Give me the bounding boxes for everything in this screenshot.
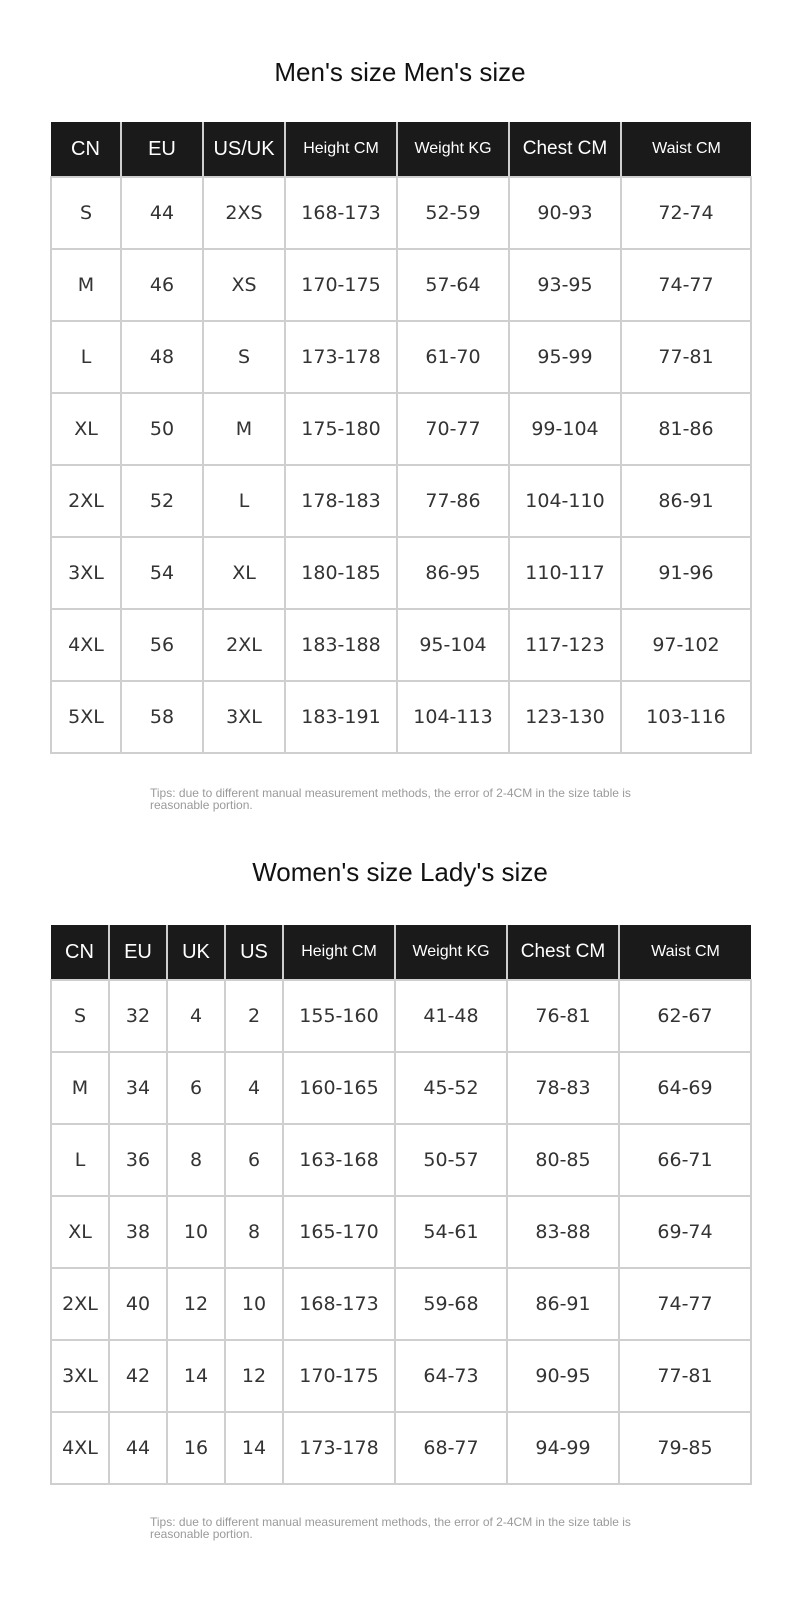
header-waist: Waist CM bbox=[621, 122, 751, 177]
header-us: US bbox=[225, 925, 283, 980]
table-cell: 117-123 bbox=[509, 609, 621, 681]
table-cell: 104-113 bbox=[397, 681, 509, 753]
table-cell: 6 bbox=[225, 1124, 283, 1196]
table-cell: 2XS bbox=[203, 177, 285, 249]
table-cell: 59-68 bbox=[395, 1268, 507, 1340]
table-cell: 14 bbox=[225, 1412, 283, 1484]
table-cell: 163-168 bbox=[283, 1124, 395, 1196]
table-cell: 123-130 bbox=[509, 681, 621, 753]
table-cell: 54 bbox=[121, 537, 203, 609]
header-cn: CN bbox=[51, 925, 109, 980]
table-row bbox=[51, 537, 751, 609]
header-waist: Waist CM bbox=[619, 925, 751, 980]
header-us-uk: US/UK bbox=[203, 122, 285, 177]
table-cell: 16 bbox=[167, 1412, 225, 1484]
table-cell: 170-175 bbox=[283, 1340, 395, 1412]
table-cell: 173-178 bbox=[285, 321, 397, 393]
table-cell: 50 bbox=[121, 393, 203, 465]
table-cell: 69-74 bbox=[619, 1196, 751, 1268]
table-cell: 32 bbox=[109, 980, 167, 1052]
table-cell: 3XL bbox=[203, 681, 285, 753]
table-cell: 178-183 bbox=[285, 465, 397, 537]
table-cell: 3XL bbox=[51, 1340, 109, 1412]
table-cell: S bbox=[51, 177, 121, 249]
table-cell: 78-83 bbox=[507, 1052, 619, 1124]
table-row bbox=[51, 980, 751, 1052]
table-cell: M bbox=[203, 393, 285, 465]
table-row bbox=[51, 1268, 751, 1340]
header-weight: Weight KG bbox=[395, 925, 507, 980]
header-eu: EU bbox=[109, 925, 167, 980]
womens-tips-note: Tips: due to different manual measurement methods, the error of 2-4CM in the size table is reasonable portion. bbox=[150, 1515, 631, 1541]
table-row bbox=[51, 321, 751, 393]
table-cell: 97-102 bbox=[621, 609, 751, 681]
table-cell: 160-165 bbox=[283, 1052, 395, 1124]
table-cell: L bbox=[203, 465, 285, 537]
table-cell: 70-77 bbox=[397, 393, 509, 465]
table-cell: 64-73 bbox=[395, 1340, 507, 1412]
table-cell: 74-77 bbox=[621, 249, 751, 321]
table-cell: 183-188 bbox=[285, 609, 397, 681]
table-cell: 83-88 bbox=[507, 1196, 619, 1268]
table-cell: 52 bbox=[121, 465, 203, 537]
header-height: Height CM bbox=[285, 122, 397, 177]
table-cell: 46 bbox=[121, 249, 203, 321]
table-cell: 2XL bbox=[51, 465, 121, 537]
womens-table-body bbox=[51, 980, 751, 1484]
table-cell: L bbox=[51, 1124, 109, 1196]
table-cell: 48 bbox=[121, 321, 203, 393]
table-cell: 10 bbox=[167, 1196, 225, 1268]
table-cell: 8 bbox=[167, 1124, 225, 1196]
table-cell: 40 bbox=[109, 1268, 167, 1340]
table-cell: 94-99 bbox=[507, 1412, 619, 1484]
table-cell: 52-59 bbox=[397, 177, 509, 249]
table-cell: 86-91 bbox=[507, 1268, 619, 1340]
table-row bbox=[51, 177, 751, 249]
table-row bbox=[51, 1340, 751, 1412]
table-cell: 64-69 bbox=[619, 1052, 751, 1124]
table-cell: 99-104 bbox=[509, 393, 621, 465]
table-cell: 4 bbox=[167, 980, 225, 1052]
table-cell: 81-86 bbox=[621, 393, 751, 465]
table-cell: 10 bbox=[225, 1268, 283, 1340]
table-cell: 8 bbox=[225, 1196, 283, 1268]
table-cell: 77-81 bbox=[619, 1340, 751, 1412]
table-cell: 68-77 bbox=[395, 1412, 507, 1484]
table-cell: 165-170 bbox=[283, 1196, 395, 1268]
table-cell: XS bbox=[203, 249, 285, 321]
table-cell: 50-57 bbox=[395, 1124, 507, 1196]
table-cell: 38 bbox=[109, 1196, 167, 1268]
table-cell: 168-173 bbox=[283, 1268, 395, 1340]
table-row bbox=[51, 1124, 751, 1196]
table-cell: 6 bbox=[167, 1052, 225, 1124]
table-cell: 45-52 bbox=[395, 1052, 507, 1124]
table-cell: 12 bbox=[225, 1340, 283, 1412]
table-cell: 4XL bbox=[51, 1412, 109, 1484]
table-cell: 54-61 bbox=[395, 1196, 507, 1268]
table-cell: 77-86 bbox=[397, 465, 509, 537]
table-cell: 62-67 bbox=[619, 980, 751, 1052]
table-row bbox=[51, 249, 751, 321]
table-cell: XL bbox=[51, 393, 121, 465]
table-cell: 155-160 bbox=[283, 980, 395, 1052]
table-cell: 2XL bbox=[203, 609, 285, 681]
table-row bbox=[51, 1052, 751, 1124]
table-cell: 86-91 bbox=[621, 465, 751, 537]
table-cell: 5XL bbox=[51, 681, 121, 753]
table-cell: 2XL bbox=[51, 1268, 109, 1340]
table-cell: 110-117 bbox=[509, 537, 621, 609]
table-cell: 4XL bbox=[51, 609, 121, 681]
header-chest: Chest CM bbox=[509, 122, 621, 177]
table-cell: 90-95 bbox=[507, 1340, 619, 1412]
table-cell: 170-175 bbox=[285, 249, 397, 321]
table-cell: 41-48 bbox=[395, 980, 507, 1052]
mens-table-body bbox=[51, 177, 751, 753]
table-cell: 90-93 bbox=[509, 177, 621, 249]
table-cell: 36 bbox=[109, 1124, 167, 1196]
table-cell: 91-96 bbox=[621, 537, 751, 609]
table-row bbox=[51, 465, 751, 537]
table-cell: 80-85 bbox=[507, 1124, 619, 1196]
header-uk: UK bbox=[167, 925, 225, 980]
table-cell: 44 bbox=[109, 1412, 167, 1484]
mens-tips-note: Tips: due to different manual measurement methods, the error of 2-4CM in the size table is reasonable portion. bbox=[150, 786, 631, 812]
header-weight: Weight KG bbox=[397, 122, 509, 177]
table-cell: 86-95 bbox=[397, 537, 509, 609]
table-cell: 168-173 bbox=[285, 177, 397, 249]
table-cell: 175-180 bbox=[285, 393, 397, 465]
table-cell: S bbox=[203, 321, 285, 393]
table-cell: 74-77 bbox=[619, 1268, 751, 1340]
table-cell: XL bbox=[203, 537, 285, 609]
header-chest: Chest CM bbox=[507, 925, 619, 980]
table-cell: S bbox=[51, 980, 109, 1052]
table-cell: 95-99 bbox=[509, 321, 621, 393]
table-cell: 42 bbox=[109, 1340, 167, 1412]
table-cell: 183-191 bbox=[285, 681, 397, 753]
table-row bbox=[51, 393, 751, 465]
table-row bbox=[51, 609, 751, 681]
table-cell: 76-81 bbox=[507, 980, 619, 1052]
table-cell: 104-110 bbox=[509, 465, 621, 537]
table-cell: M bbox=[51, 249, 121, 321]
table-cell: 2 bbox=[225, 980, 283, 1052]
table-cell: 4 bbox=[225, 1052, 283, 1124]
table-cell: 56 bbox=[121, 609, 203, 681]
mens-header-row bbox=[51, 122, 751, 177]
table-cell: 61-70 bbox=[397, 321, 509, 393]
table-cell: 77-81 bbox=[621, 321, 751, 393]
table-row bbox=[51, 1412, 751, 1484]
table-cell: 58 bbox=[121, 681, 203, 753]
table-cell: 72-74 bbox=[621, 177, 751, 249]
table-cell: 14 bbox=[167, 1340, 225, 1412]
table-cell: 173-178 bbox=[283, 1412, 395, 1484]
womens-size-table bbox=[50, 925, 752, 1485]
header-height: Height CM bbox=[283, 925, 395, 980]
table-cell: 57-64 bbox=[397, 249, 509, 321]
table-row bbox=[51, 1196, 751, 1268]
table-cell: 93-95 bbox=[509, 249, 621, 321]
header-cn: CN bbox=[51, 122, 121, 177]
table-cell: 12 bbox=[167, 1268, 225, 1340]
header-eu: EU bbox=[121, 122, 203, 177]
table-cell: 180-185 bbox=[285, 537, 397, 609]
womens-size-title: Women's size Lady's size bbox=[252, 857, 548, 887]
table-cell: M bbox=[51, 1052, 109, 1124]
table-cell: 44 bbox=[121, 177, 203, 249]
table-row bbox=[51, 681, 751, 753]
table-cell: L bbox=[51, 321, 121, 393]
table-cell: 3XL bbox=[51, 537, 121, 609]
table-cell: XL bbox=[51, 1196, 109, 1268]
womens-header-row bbox=[51, 925, 751, 980]
table-cell: 79-85 bbox=[619, 1412, 751, 1484]
mens-size-table bbox=[50, 122, 752, 754]
table-cell: 103-116 bbox=[621, 681, 751, 753]
table-cell: 66-71 bbox=[619, 1124, 751, 1196]
mens-size-title: Men's size Men's size bbox=[274, 57, 526, 87]
table-cell: 34 bbox=[109, 1052, 167, 1124]
table-cell: 95-104 bbox=[397, 609, 509, 681]
